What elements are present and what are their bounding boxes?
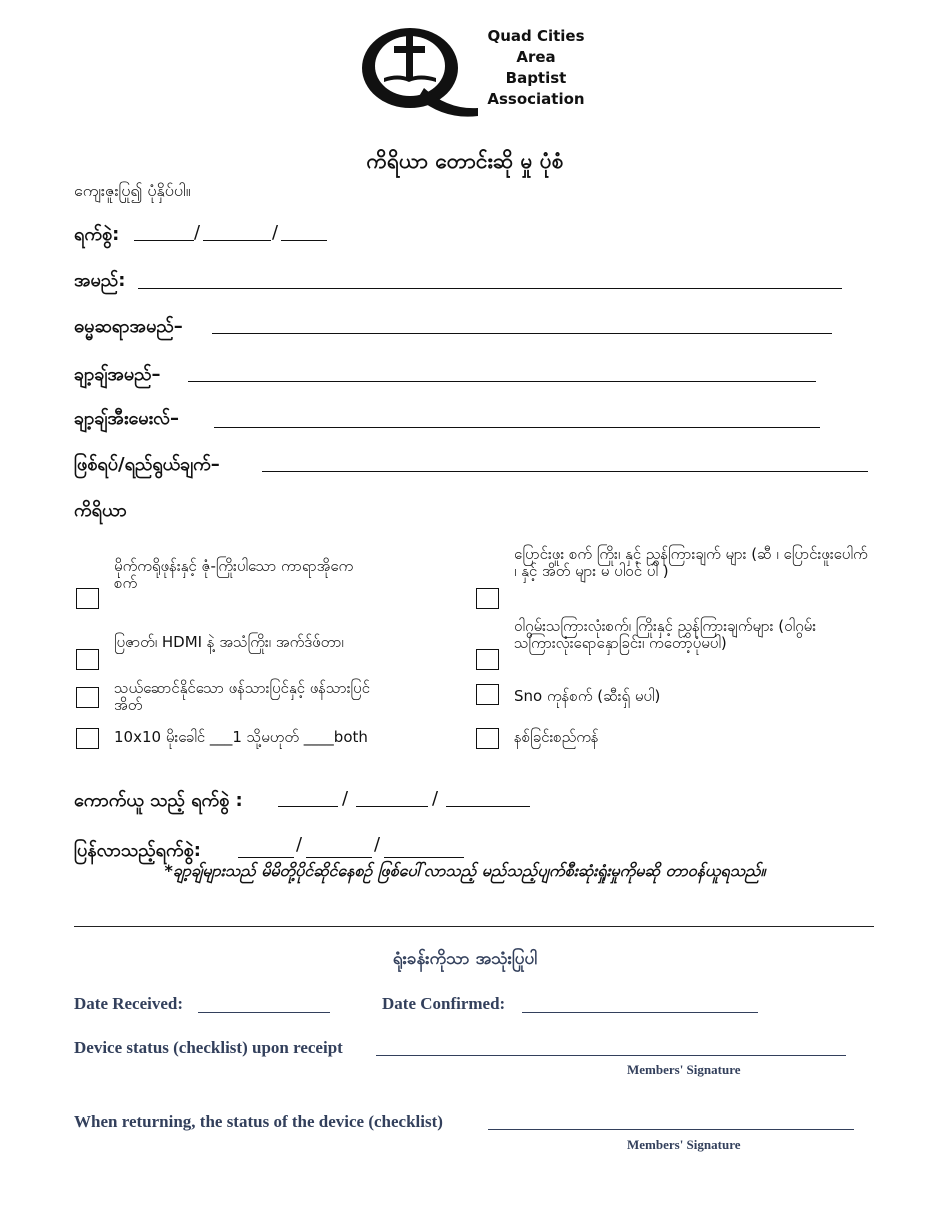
option-sno-cone: Sno ကုန်စက် (ဆီးရှ် မပါ) — [514, 687, 661, 705]
option-canopy: 10x10 မိုးခေါင် ___1 သို့မဟုတ် ____both — [114, 728, 368, 746]
date-year-line[interactable] — [281, 240, 327, 241]
church-name-label: ချာ့ချ်အမည်– — [74, 364, 161, 385]
checkbox-popcorn[interactable] — [476, 588, 499, 609]
date-received-label: Date Received: — [74, 994, 184, 1013]
organization-name — [486, 26, 586, 110]
org-line-4: Association — [487, 90, 585, 108]
receipt-status-label: Device status (checklist) upon receipt — [74, 1038, 343, 1057]
q-cross-logo-icon — [352, 18, 482, 120]
date-received-line[interactable] — [198, 1012, 330, 1013]
date-separator-2: / — [272, 222, 279, 243]
option-dunk-tank: နစ်ခြင်းစည်ကန် — [514, 728, 599, 746]
event-purpose-line[interactable] — [262, 471, 868, 472]
return-status-label: When returning, the status of the device (checklist) — [74, 1112, 443, 1131]
event-purpose-label: ဖြစ်ရပ်/ရည်ရွယ်ချက်– — [74, 454, 220, 475]
date-day-line[interactable] — [203, 240, 271, 241]
pickup-date-label: ကောက်ယူ သည့် ရက်စွဲ : — [74, 790, 243, 811]
receipt-status-line[interactable] — [376, 1055, 846, 1056]
pickup-separator-2: / — [432, 788, 439, 809]
return-status-line[interactable] — [488, 1129, 854, 1130]
checkbox-karaoke[interactable] — [76, 588, 99, 609]
return-signature-caption: Members' Signature — [627, 1137, 741, 1152]
option-projector: ပြဇာတ်၊ HDMI နဲ့ အသံကြိုး၊ အက်ဒ်ဖ်တာ၊ — [114, 633, 344, 651]
date-month-line[interactable] — [134, 240, 194, 241]
checkbox-screen[interactable] — [76, 687, 99, 708]
print-instruction: ကျေးဇူးပြု၍ ပုံနှိပ်ပါ။ — [74, 181, 191, 200]
section-divider — [74, 926, 874, 927]
pickup-day-line[interactable] — [356, 806, 428, 807]
church-email-line[interactable] — [214, 427, 820, 428]
pickup-month-line[interactable] — [278, 806, 338, 807]
org-line-2: Area — [516, 48, 556, 66]
date-separator-1: / — [194, 222, 201, 243]
checkbox-canopy[interactable] — [76, 728, 99, 749]
return-year-line[interactable] — [384, 857, 464, 858]
receipt-signature-caption: Members' Signature — [627, 1062, 741, 1077]
church-email-label: ချာ့ချ်အီးမေးလ်– — [74, 408, 179, 429]
return-separator-1: / — [296, 834, 303, 855]
form-title: ကိရိယာ တောင်းဆို မှု ပုံစံ — [366, 149, 564, 173]
option-popcorn: ပြောင်းဖူး စက် ကြိုး၊ နှင့် ညွှန်ကြားချက် များ (ဆီ ၊ ပြောင်းဖူးပေါက် ၊ နှင့် အိတ် များ မ ပါဝင် ပါ ) — [514, 545, 868, 580]
checkbox-projector[interactable] — [76, 649, 99, 670]
date-confirmed-label: Date Confirmed: — [382, 994, 506, 1013]
pickup-separator-1: / — [342, 788, 349, 809]
name-label: အမည်: — [74, 270, 126, 291]
checkbox-cotton-candy[interactable] — [476, 649, 499, 670]
pastor-name-label: ဓမ္မဆရာအမည်– — [74, 316, 183, 337]
return-separator-2: / — [374, 834, 381, 855]
option-karaoke: မိုက်ကရိုဖုန်းနှင့် ဇုံ-ကြိုးပါသော ကာရာအိုကေစက် — [114, 557, 354, 592]
checkbox-sno-cone[interactable] — [476, 684, 499, 705]
pickup-year-line[interactable] — [446, 806, 530, 807]
liability-note: *ချာ့ချ်များသည် မိမိတို့ပိုင်ဆိုင်နေစဉ် ဖြစ်ပေါ်လာသည့် မည်သည့်ပျက်စီးဆုံးရှုံးမှုကိုမဆို တာဝန်ယူရသည်။ — [164, 861, 766, 880]
return-day-line[interactable] — [306, 857, 372, 858]
church-name-line[interactable] — [188, 381, 816, 382]
name-line[interactable] — [138, 288, 842, 289]
option-screen: သယ်ဆောင်နိုင်သော ဖန်သားပြင်နှင့် ဖန်သားပြင်အိတ် — [114, 679, 370, 714]
date-confirmed-line[interactable] — [522, 1012, 758, 1013]
checkbox-dunk-tank[interactable] — [476, 728, 499, 749]
org-line-1: Quad Cities — [487, 27, 585, 45]
option-cotton-candy: ဝါဂွမ်းသကြားလုံးစက်၊ ကြိုးနှင့် ညွှန်ကြားချက်များ (ဝါဂွမ်းသကြားလုံးရောနှောခြင်း၊ ကတော့ပုံမပါ) — [514, 617, 817, 652]
org-line-3: Baptist — [505, 69, 567, 87]
return-month-line[interactable] — [238, 857, 294, 858]
pastor-name-line[interactable] — [212, 333, 832, 334]
return-date-label: ပြန်လာသည့်ရက်စွဲ: — [74, 840, 201, 861]
date-label: ရက်စွဲ: — [74, 224, 120, 245]
office-use-heading: ရုံးခန်းကိုသာ အသုံးပြုပါ — [392, 949, 538, 969]
equipment-heading: ကိရိယာ — [74, 500, 127, 521]
